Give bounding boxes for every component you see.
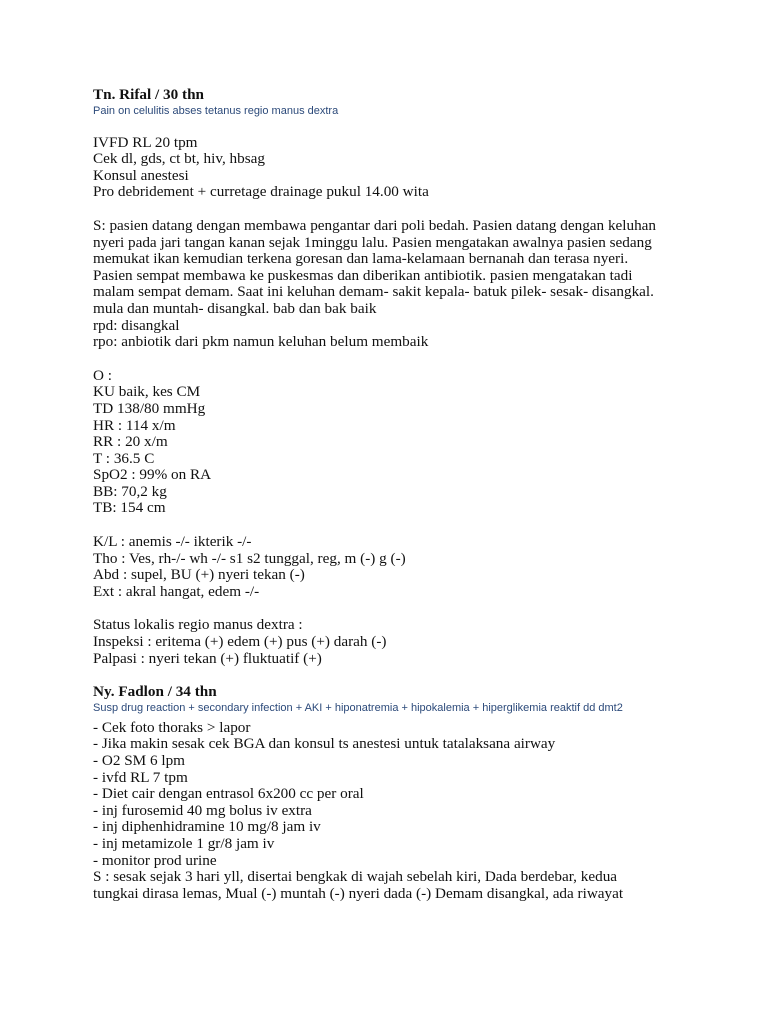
patient-1-exam — [93, 534, 733, 600]
subjective-line: Pasien sempat membawa ke puskesmas dan diberikan antibiotik. pasien mengatakan tadi — [93, 266, 633, 284]
patient-2-subjective — [93, 869, 733, 902]
exam-line: K/L : anemis -/- ikterik -/- — [93, 533, 252, 551]
objective-line: SpO2 : 99% on RA — [93, 466, 212, 484]
patient-2-diagnosis: Susp drug reaction + secondary infection + AKI + hiponatremia + hipokalemia + hiperglikemia reaktif dd dmt2 — [93, 701, 623, 714]
subjective-line: mula dan muntah- disangkal. bab dan bak baik — [93, 299, 377, 317]
objective-line: O : — [93, 366, 112, 384]
objective-line: HR : 114 x/m — [93, 416, 176, 434]
plan-line: Konsul anestesi — [93, 166, 189, 184]
patient-1-objective — [93, 368, 733, 517]
spacer — [93, 667, 733, 684]
local-status-line: Status lokalis regio manus dextra : — [93, 616, 303, 634]
plan-line: - Cek foto thoraks > lapor — [93, 718, 251, 736]
objective-line: T : 36.5 C — [93, 449, 155, 467]
local-status-line: Inspeksi : eritema (+) edem (+) pus (+) darah (-) — [93, 633, 387, 651]
patient-1-name: Tn. Rifal / 30 thn — [93, 86, 204, 103]
spacer — [93, 517, 733, 534]
plan-line: Cek dl, gds, ct bt, hiv, hbsag — [93, 150, 265, 168]
local-status-line: Palpasi : nyeri tekan (+) fluktuatif (+) — [93, 649, 322, 667]
plan-line: - monitor prod urine — [93, 851, 217, 869]
plan-line: IVFD RL 20 tpm — [93, 133, 198, 151]
exam-line: Ext : akral hangat, edem -/- — [93, 582, 260, 600]
plan-line: - inj diphenhidramine 10 mg/8 jam iv — [93, 818, 321, 836]
objective-line: TB: 154 cm — [93, 499, 166, 517]
objective-line: BB: 70,2 kg — [93, 482, 167, 500]
objective-line: RR : 20 x/m — [93, 433, 168, 451]
exam-line: Tho : Ves, rh-/- wh -/- s1 s2 tunggal, reg, m (-) g (-) — [93, 549, 406, 567]
spacer — [93, 201, 733, 218]
plan-line: - Diet cair dengan entrasol 6x200 cc per oral — [93, 785, 364, 803]
patient-2-name: Ny. Fadlon / 34 thn — [93, 683, 217, 701]
plan-line: Pro debridement + curretage drainage pukul 14.00 wita — [93, 183, 429, 201]
objective-line: TD 138/80 mmHg — [93, 399, 206, 417]
clinical-notes — [93, 87, 733, 902]
objective-line: KU baik, kes CM — [93, 383, 201, 401]
plan-line: - Jika makin sesak cek BGA dan konsul ts anestesi untuk tatalaksana airway — [93, 735, 556, 753]
subjective-line: tungkai dirasa lemas, Mual (-) muntah (-) nyeri dada (-) Demam disangkal, ada riwayat — [93, 884, 624, 902]
subjective-line: S: pasien datang dengan membawa pengantar dari poli bedah. Pasien datang dengan keluhan — [93, 216, 657, 234]
subjective-line: S : sesak sejak 3 hari yll, disertai bengkak di wajah sebelah kiri, Dada berdebar, kedua — [93, 868, 618, 886]
subjective-line: malam sempat demam. Saat ini keluhan demam- sakit kepala- batuk pilek- sesak- disangkal. — [93, 283, 654, 301]
patient-1-local-status — [93, 617, 733, 667]
patient-1-diagnosis: Pain on celulitis abses tetanus regio manus dextra — [93, 104, 339, 117]
subjective-line: nyeri pada jari tangan kanan sejak 1minggu lalu. Pasien mengatakan awalnya pasien sedang — [93, 233, 652, 251]
plan-line: - inj metamizole 1 gr/8 jam iv — [93, 834, 275, 852]
patient-1-subjective — [93, 218, 733, 351]
subjective-line: rpd: disangkal — [93, 316, 180, 334]
exam-line: Abd : supel, BU (+) nyeri tekan (-) — [93, 566, 305, 584]
patient-2-plan — [93, 720, 733, 869]
subjective-line: rpo: anbiotik dari pkm namun keluhan belum membaik — [93, 333, 429, 351]
patient-1-plan — [93, 135, 733, 201]
plan-line: - inj furosemid 40 mg bolus iv extra — [93, 801, 312, 819]
subjective-line: memukat ikan kemudian terkena goresan dan lama-kelamaan bernanah dan terasa nyeri. — [93, 250, 629, 268]
spacer — [93, 351, 733, 368]
spacer — [93, 118, 733, 135]
plan-line: - ivfd RL 7 tpm — [93, 768, 188, 786]
spacer — [93, 600, 733, 617]
plan-line: - O2 SM 6 lpm — [93, 752, 185, 769]
